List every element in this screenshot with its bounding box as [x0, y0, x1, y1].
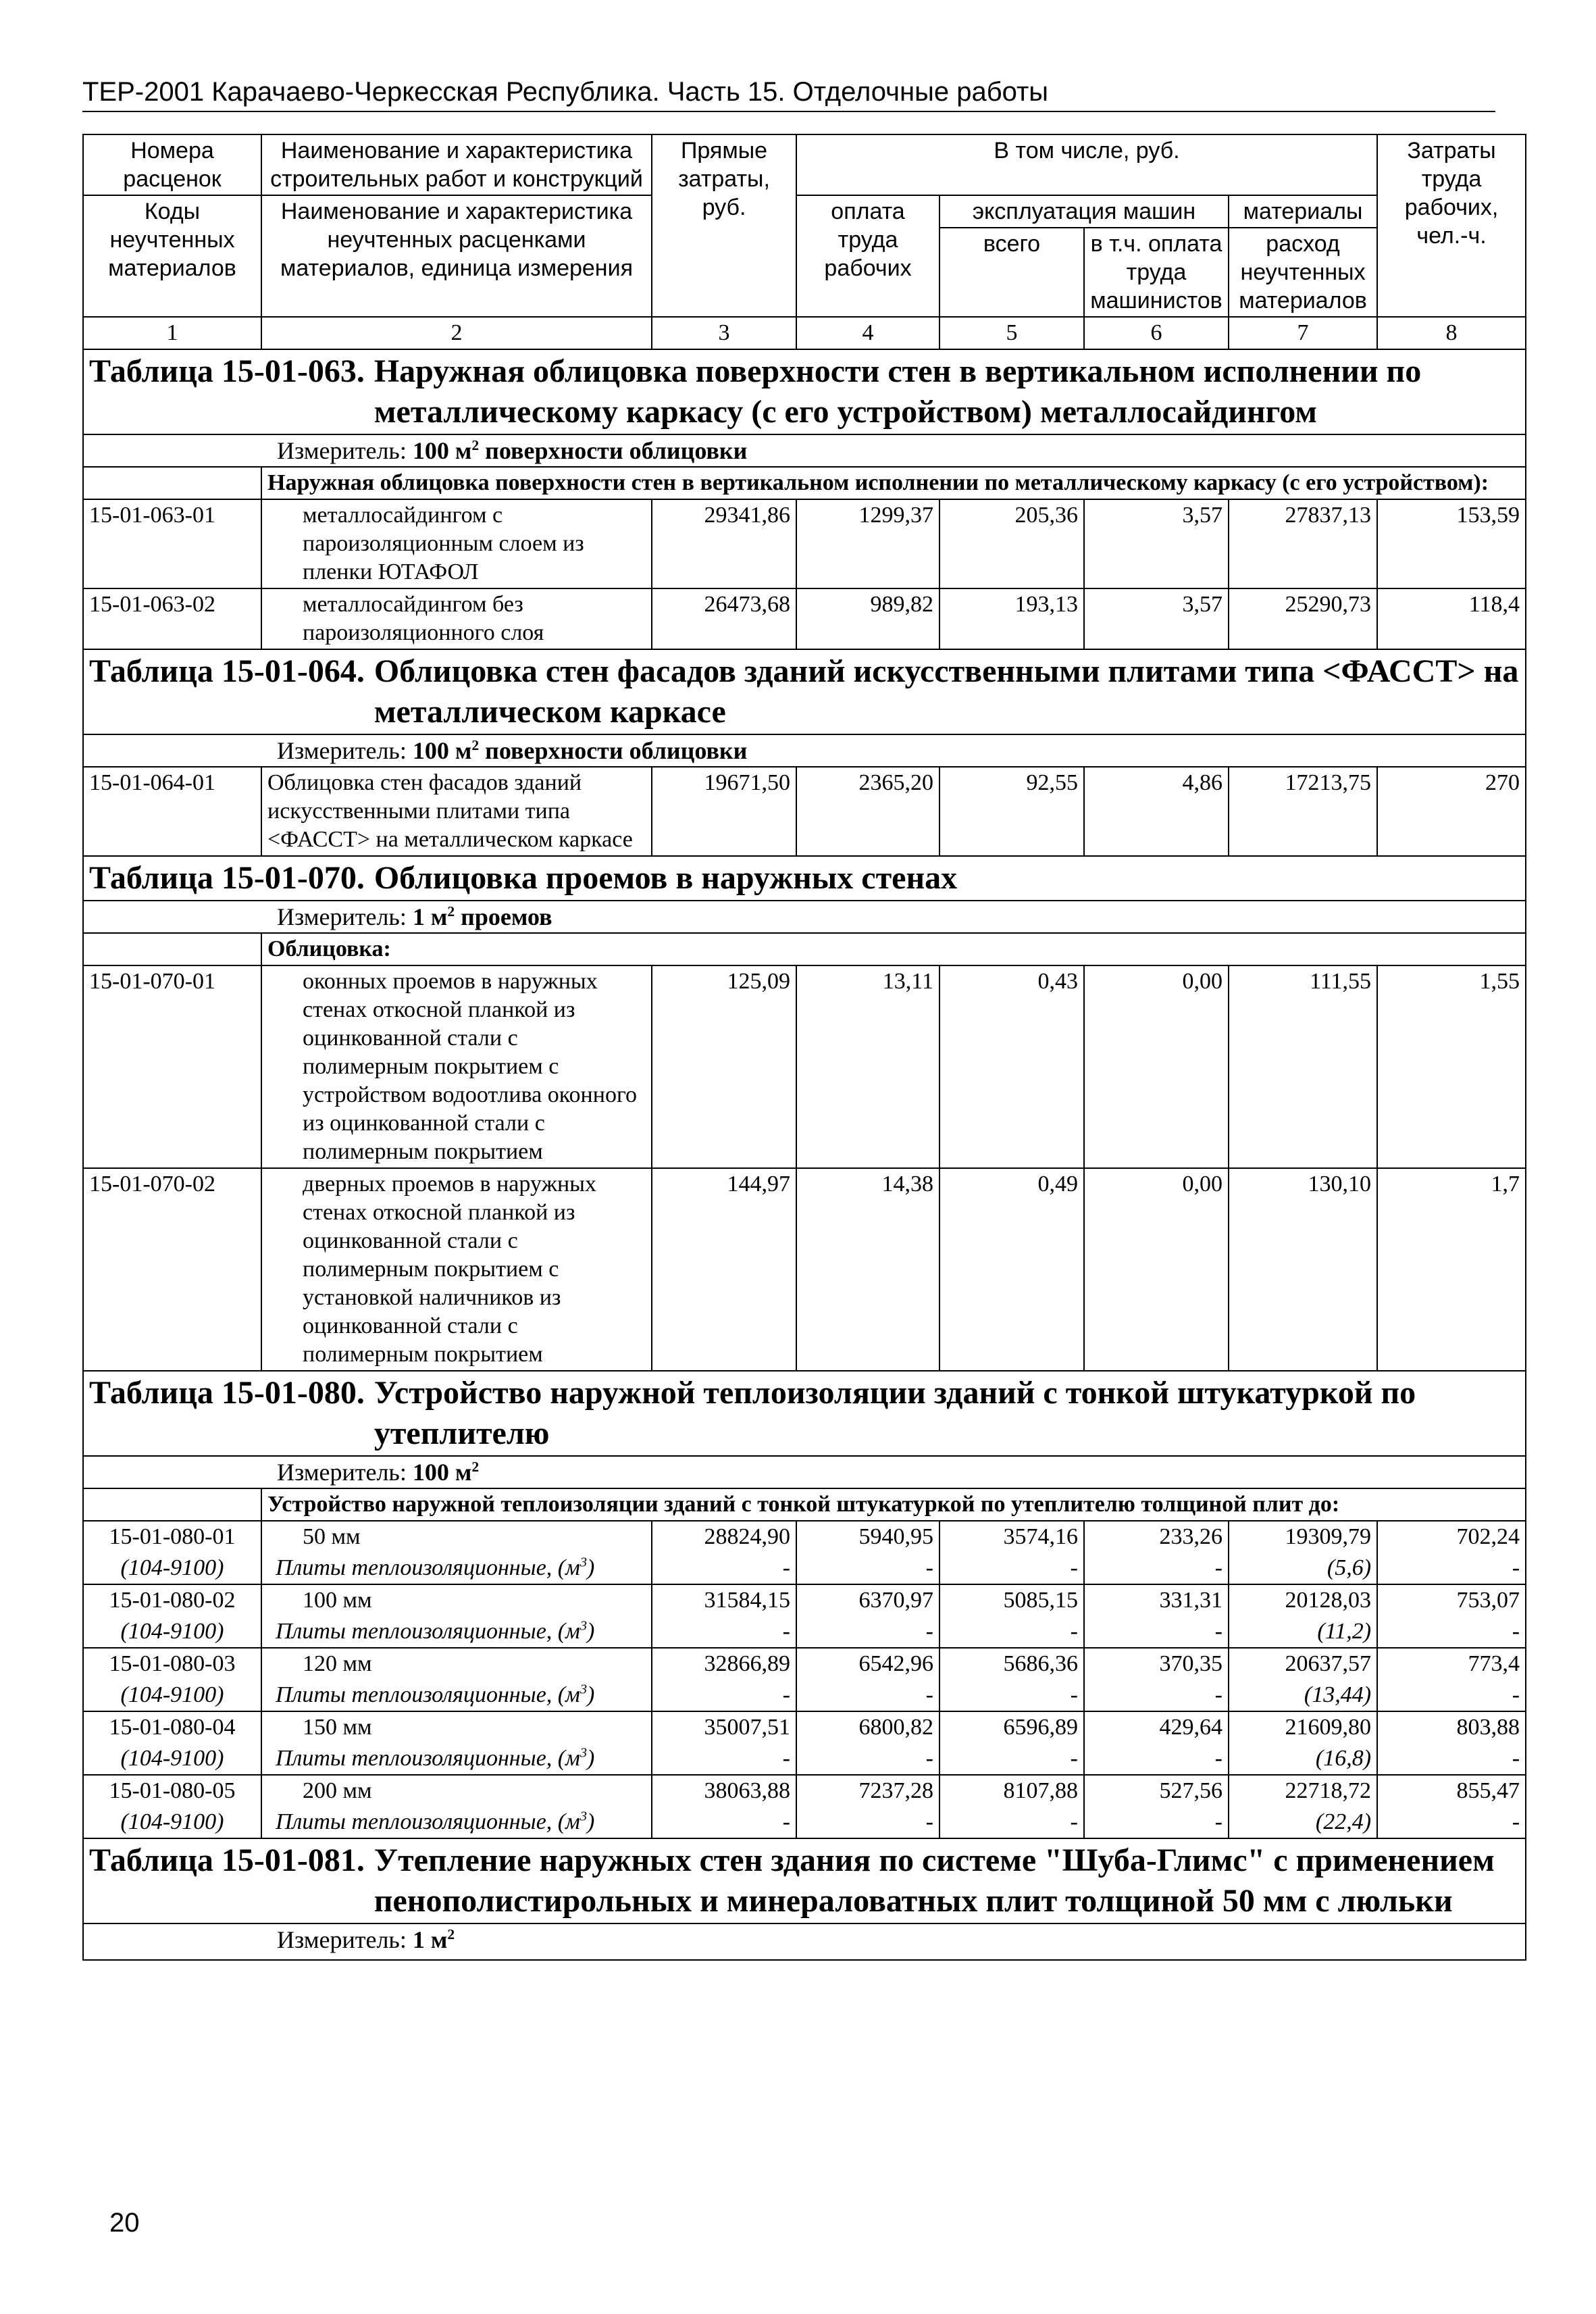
rates-table	[82, 134, 1526, 1961]
col4-header: оплата труда рабочих	[796, 195, 939, 317]
col1-bottom: Коды неучтенных материалов	[83, 195, 261, 317]
col-num-5: 5	[939, 317, 1084, 349]
col3-header: Прямые затраты, руб.	[652, 134, 796, 317]
col1-top: Номера расценок	[83, 134, 261, 195]
section-title	[83, 649, 1526, 734]
col-num-4: 4	[796, 317, 939, 349]
table-row: 15-01-070-02 дверных проемов в наружных стенах откосной планкой из оцинкованной стали с полимерным покрытием с установкой наличников из оцинкованной стали с полимерным покрытием 144,97 14,38 0,49 0,00 130,10 1,7	[83, 1168, 1526, 1371]
table-row: 15-01-080-03 120 мм 32866,89 6542,96 5686,36 370,35 20637,57 773,4	[83, 1648, 1526, 1680]
table-row: 15-01-070-01 оконных проемов в наружных стенах откосной планкой из оцинкованной стали с полимерным покрытием с устройством водоотлива оконного из оцинкованной стали с полимерным покрытием 125,09 13,11 0,43 0,00 111,55 1,55	[83, 965, 1526, 1168]
measure-line: Измеритель: 1 $м^2$	[83, 1923, 1526, 1960]
group-spacer	[83, 933, 261, 965]
section-name: Наружная облицовка поверхности стен в вертикальном исполнении по металлическому каркасу (с его устройством) металлосайдингом	[374, 353, 1422, 430]
table-row: 15-01-080-02 100 мм 31584,15 6370,97 5085,15 331,31 20128,03 753,07	[83, 1584, 1526, 1616]
material-row: (104-9100) Плиты теплоизоляционные, $(м^3)$ - - - - (16,8) -	[83, 1743, 1526, 1775]
col5-header: всего	[939, 228, 1084, 317]
col-num-7: 7	[1229, 317, 1377, 349]
col-num-2: 2	[261, 317, 652, 349]
material-row: (104-9100) Плиты теплоизоляционные, $(м^3)$ - - - - (22,4) -	[83, 1807, 1526, 1838]
section-title	[83, 349, 1526, 434]
section-name: Облицовка проемов в наружных стенах	[374, 860, 958, 896]
group-spacer	[83, 467, 261, 499]
table-row: 15-01-080-01 50 мм 28824,90 5940,95 3574,16 233,26 19309,79 702,24	[83, 1521, 1526, 1553]
col-num-3: 3	[652, 317, 796, 349]
table-row: 15-01-080-05 200 мм 38063,88 7237,28 8107,88 527,56 22718,72 855,47	[83, 1775, 1526, 1807]
col-num-6: 6	[1084, 317, 1229, 349]
col2-top: Наименование и характеристика строительных работ и конструкций	[261, 134, 652, 195]
section-name: Утепление наружных стен здания по системе "Шуба-Глимс" с применением пенополистирольных и минераловатных плит толщиной 50 мм с люльки	[374, 1842, 1495, 1919]
material-row: (104-9100) Плиты теплоизоляционные, $(м^3)$ - - - - (5,6) -	[83, 1553, 1526, 1584]
group-title: Облицовка:	[261, 933, 1526, 965]
section-code: Таблица 15-01-063.	[89, 353, 365, 389]
material-row: (104-9100) Плиты теплоизоляционные, $(м^3)$ - - - - (13,44) -	[83, 1680, 1526, 1711]
col2-bottom: Наименование и характеристика неучтенных расценками материалов, единица измерения	[261, 195, 652, 317]
section-code: Таблица 15-01-081.	[89, 1842, 365, 1878]
table-row: 15-01-063-02 металлосайдингом без пароизоляционного слоя 26473,68 989,82 193,13 3,57 25290,73 118,4	[83, 588, 1526, 649]
table-row: 15-01-063-01 металлосайдингом с пароизоляционным слоем из пленки ЮТАФОЛ 29341,86 1299,37 205,36 3,57 27837,13 153,59	[83, 499, 1526, 588]
col6-header: в т.ч. оплата труда машинистов	[1084, 228, 1229, 317]
col8-header: Затраты труда рабочих, чел.-ч.	[1377, 134, 1526, 317]
table-row: 15-01-064-01 Облицовка стен фасадов зданий искусственными плитами типа <ФАССТ> на металлическом каркасе 19671,50 2365,20 92,55 4,86 17213,75 270	[83, 767, 1526, 856]
page-header: ТЕР-2001 Карачаево-Черкесская Республика. Часть 15. Отделочные работы	[82, 76, 1495, 112]
table-row: 15-01-080-04 150 мм 35007,51 6800,82 6596,89 429,64 21609,80 803,88	[83, 1711, 1526, 1743]
page-number: 20	[109, 2208, 140, 2238]
group-spacer	[83, 1488, 261, 1521]
section-name: Устройство наружной теплоизоляции зданий с тонкой штукатуркой по утеплителю	[374, 1375, 1416, 1451]
materials-header: материалы	[1229, 195, 1377, 228]
section-title	[83, 856, 1526, 901]
section-title	[83, 1838, 1526, 1923]
measure-line: Измеритель: 100 $м^2$ поверхности облицовки	[83, 734, 1526, 767]
group-title: Устройство наружной теплоизоляции зданий с тонкой штукатуркой по утеплителю толщиной плит до:	[261, 1488, 1526, 1521]
section-name: Облицовка стен фасадов зданий искусственными плитами типа <ФАССТ> на металлическом каркасе	[374, 653, 1519, 730]
measure-line: Измеритель: 100 $м^2$ поверхности облицовки	[83, 434, 1526, 467]
machines-header: эксплуатация машин	[939, 195, 1229, 228]
measure-line: Измеритель: 1 $м^2$ проемов	[83, 901, 1526, 933]
section-code: Таблица 15-01-064.	[89, 653, 365, 689]
section-title	[83, 1371, 1526, 1456]
incl-header: В том числе, руб.	[796, 134, 1377, 195]
col-num-8: 8	[1377, 317, 1526, 349]
section-code: Таблица 15-01-080.	[89, 1375, 365, 1411]
group-title: Наружная облицовка поверхности стен в вертикальном исполнении по металлическому каркасу (с его устройством):	[261, 467, 1526, 499]
section-code: Таблица 15-01-070.	[89, 860, 365, 896]
material-row: (104-9100) Плиты теплоизоляционные, $(м^3)$ - - - - (11,2) -	[83, 1616, 1526, 1648]
col-num-1: 1	[83, 317, 261, 349]
col7-header: расход неучтенных материалов	[1229, 228, 1377, 317]
measure-line: Измеритель: 100 $м^2$	[83, 1456, 1526, 1488]
